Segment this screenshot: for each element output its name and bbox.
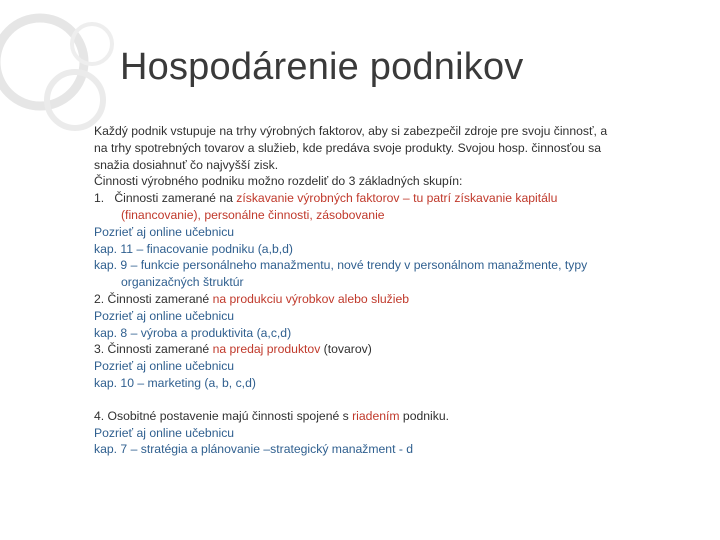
item-1-highlight-cont: (financovanie), personálne činnosti, zásobovanie	[121, 207, 385, 222]
item-1-see-link[interactable]: Pozrieť aj online učebnicu	[94, 224, 235, 239]
item-3-prefix: 3. Činnosti zamerané	[94, 342, 213, 357]
item-4-see-link[interactable]: Pozrieť aj online učebnicu	[94, 425, 235, 440]
item-2-prefix: 2. Činnosti zamerané	[94, 291, 213, 306]
item-4	[94, 408, 694, 425]
item-4-ref[interactable]: kap. 7 – stratégia a plánovanie –strategický manažment - d	[94, 442, 414, 457]
item-1-ref-1[interactable]: kap. 11 – finacovanie podniku (a,b,d)	[94, 241, 293, 256]
item-2-highlight: na produkciu výrobkov alebo služieb	[212, 291, 410, 306]
item-1-ref-2-cont[interactable]: organizačných štruktúr	[121, 275, 244, 290]
spacer	[94, 392, 694, 408]
groups-intro: Činnosti výrobného podniku možno rozdeliť do 3 základných skupín:	[94, 174, 463, 189]
item-3	[94, 341, 694, 358]
item-3-highlight: na predaj produktov	[212, 342, 321, 357]
item-3-see-link[interactable]: Pozrieť aj online učebnicu	[94, 359, 235, 374]
item-3-suffix: (tovarov)	[320, 342, 372, 357]
item-2-ref[interactable]: kap. 8 – výroba a produktivita (a,c,d)	[94, 325, 292, 340]
item-4-highlight: riadením	[352, 408, 400, 423]
item-1-prefix: 1. Činnosti zamerané na	[94, 191, 237, 206]
slide-body	[94, 123, 694, 458]
item-4-suffix: podniku.	[399, 408, 450, 423]
item-1	[94, 190, 694, 207]
intro-line-2: na trhy spotrebných tovarov a služieb, kde predáva svoje produkty. Svojou hosp. činnosťou sa	[94, 140, 602, 155]
item-3-ref[interactable]: kap. 10 – marketing (a, b, c,d)	[94, 375, 256, 390]
intro-line-3: snažia dosiahnuť čo najvyšší zisk.	[94, 157, 279, 172]
item-1-highlight: získavanie výrobných faktorov – tu patrí získavanie kapitálu	[236, 191, 558, 206]
item-4-prefix: 4. Osobitné postavenie majú činnosti spojené s	[94, 408, 353, 423]
item-1-ref-2[interactable]: kap. 9 – funkcie personálneho manažmentu, nové trendy v personálnom manažmente, typy	[94, 258, 588, 273]
intro-line-1: Každý podnik vstupuje na trhy výrobných faktorov, aby si zabezpečil zdroje pre svoju činnosť, a	[94, 124, 608, 138]
item-2-see-link[interactable]: Pozrieť aj online učebnicu	[94, 308, 235, 323]
item-2	[94, 291, 694, 308]
slide-title: Hospodárenie podnikov	[120, 46, 524, 88]
